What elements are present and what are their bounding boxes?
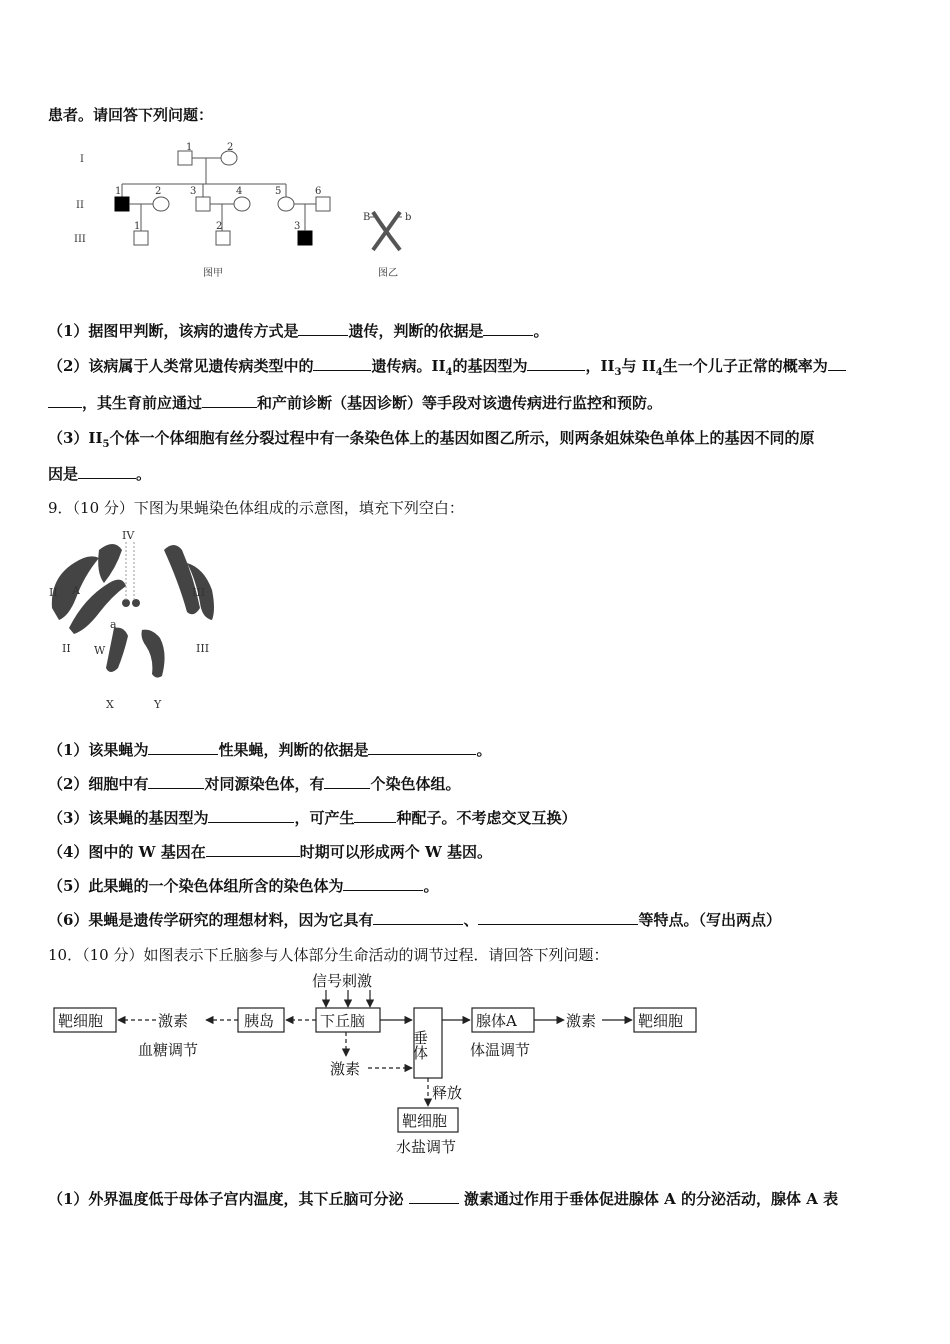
- q9-sub6: （6）果蝇是遗传学研究的理想材料，因为它具有 、 等特点。（写出两点）: [48, 911, 781, 929]
- label-body-temp: 体温调节: [470, 1041, 531, 1059]
- q9-blank-3b[interactable]: [354, 808, 396, 823]
- label-pituitary-1: 垂体: [411, 1030, 429, 1060]
- gen-label-1: I: [80, 154, 84, 165]
- svg-text:1: 1: [186, 142, 193, 153]
- svg-text:1: 1: [115, 186, 122, 197]
- gen3-affected-male-3: [298, 231, 312, 245]
- q10-heading: 10．（10 分）如图表示下丘脑参与人体部分生命活动的调节过程．请回答下列问题：: [48, 946, 609, 964]
- label-hormone-left: 激素: [158, 1012, 189, 1030]
- caption-fig-b: 图乙: [378, 268, 398, 279]
- label-gland-a: 腺体A: [476, 1012, 517, 1030]
- q8-blank-2c[interactable]: [828, 356, 846, 371]
- svg-text:3: 3: [190, 186, 197, 197]
- q9-blank-3a[interactable]: [208, 808, 294, 823]
- q9-blank-1a[interactable]: [148, 740, 218, 755]
- label-target-right: 靶细胞: [638, 1012, 684, 1030]
- label-hormone-right: 激素: [566, 1012, 597, 1030]
- gen1-female-2: [221, 151, 237, 165]
- gen-label-3: III: [74, 234, 86, 245]
- gen2-female-4: [234, 197, 250, 211]
- q9-sub5: （5）此果蝇的一个染色体组所含的染色体为 。: [48, 877, 439, 895]
- q8-sub1: （1）据图甲判断，该病的遗传方式是 遗传，判断的依据是 。: [48, 322, 549, 340]
- q9-blank-6a[interactable]: [373, 910, 463, 925]
- label-release: 释放: [432, 1084, 463, 1102]
- q8-blank-3[interactable]: [78, 464, 136, 479]
- chrom-X: [106, 628, 128, 672]
- svg-text:5: 5: [275, 186, 282, 197]
- q9-sub1: （1）该果蝇为 性果蝇，判断的依据是 。: [48, 741, 492, 759]
- gen2-male-6: [316, 197, 330, 211]
- label-a: a: [110, 618, 117, 631]
- q8-sub3: $(3)II_5$个体一个体细胞有丝分裂过程中有一条染色体上的基因如图乙所示，则两条姐妹染色单体上的基因不同的原: [48, 429, 815, 450]
- svg-text:2: 2: [216, 221, 223, 232]
- q8-blank-2b[interactable]: [527, 356, 585, 371]
- q9-blank-5[interactable]: [343, 876, 423, 891]
- q8-blank-2a[interactable]: [313, 356, 371, 371]
- q9-blank-6b[interactable]: [478, 910, 638, 925]
- q8-blank-1a[interactable]: [298, 321, 348, 336]
- chrom-II-upper: [98, 544, 122, 583]
- q9-blank-1b[interactable]: [368, 740, 476, 755]
- label-target-left: 靶细胞: [58, 1012, 104, 1030]
- q8-blank-1b[interactable]: [483, 321, 533, 336]
- allele-b: b: [405, 212, 412, 223]
- label-W: W: [94, 644, 106, 657]
- svg-text:2: 2: [227, 142, 234, 153]
- pedigree-figure: [70, 140, 430, 280]
- q9-blank-2a[interactable]: [148, 774, 204, 789]
- q8-sub3-cont: 因是 。: [48, 465, 152, 483]
- label-IV: IV: [122, 529, 135, 542]
- label-III-top: III: [192, 586, 206, 599]
- label-III-bottom: III: [196, 642, 210, 655]
- allele-B: B: [363, 212, 371, 223]
- gen2-female-2: [153, 197, 169, 211]
- label-hormone-mid: 激素: [330, 1060, 361, 1078]
- label-II-top: II: [49, 586, 58, 599]
- gen3-male-2: [216, 231, 230, 245]
- label-Y: Y: [154, 698, 162, 711]
- q9-sub2: （2）细胞中有 对同源染色体，有 个染色体组。: [48, 775, 461, 793]
- fly-chromosome-figure: [44, 528, 224, 713]
- svg-text:1: 1: [134, 221, 141, 232]
- gen2-male-3: [196, 197, 210, 211]
- q9-blank-4[interactable]: [206, 842, 300, 857]
- label-II-bottom: II: [62, 642, 71, 655]
- intro-text: 患者。请回答下列问题：: [48, 106, 214, 124]
- q9-sub4: （4）图中的 W 基因在 时期可以形成两个 W 基因。: [48, 843, 493, 861]
- label-target-bottom: 靶细胞: [402, 1112, 448, 1130]
- q9-sub3: （3）该果蝇的基因型为 ，可产生 种配子。不考虑交叉互换）: [48, 809, 577, 827]
- q10-sub1: （1）外界温度低于母体子宫内温度，其下丘脑可分泌 激素通过作用于垂体促进腺体 A 的分泌活动，腺体 A 表: [48, 1190, 839, 1208]
- gen-label-2: II: [76, 200, 84, 211]
- gen2-female-5: [278, 197, 294, 211]
- q8-sub2: （2）该病属于人类常见遗传病类型中的 遗传病。$II_4$的基因型为 ，$II_3$与 $II_4$生一个儿子正常的概率为: [48, 355, 846, 378]
- label-signal: 信号刺激: [312, 972, 373, 990]
- label-islet: 胰岛: [244, 1012, 275, 1030]
- q9-blank-2b[interactable]: [324, 774, 370, 789]
- regulation-diagram: [50, 968, 710, 1158]
- q8-blank-2d[interactable]: [202, 393, 257, 408]
- gen2-affected-male-1: [115, 197, 129, 211]
- q8-blank-2c-cont[interactable]: [48, 393, 82, 408]
- q10-blank-1[interactable]: [409, 1189, 459, 1204]
- chrom-Y: [142, 630, 165, 678]
- caption-fig-a: 图甲: [203, 268, 223, 279]
- label-A: A: [72, 584, 80, 597]
- label-hypothalamus: 下丘脑: [320, 1012, 366, 1030]
- chrom-IV-dot-1: [122, 599, 130, 607]
- q9-heading: 9．（10 分）下图为果蝇染色体组成的示意图，填充下列空白：: [48, 499, 464, 517]
- svg-text:4: 4: [236, 186, 243, 197]
- label-X: X: [106, 698, 114, 711]
- svg-text:6: 6: [315, 186, 322, 197]
- svg-text:3: 3: [294, 221, 301, 232]
- chrom-IV-dot-2: [132, 599, 140, 607]
- gen3-male-1: [134, 231, 148, 245]
- label-blood-sugar: 血糖调节: [138, 1041, 199, 1059]
- gen1-male-1: [178, 151, 192, 165]
- svg-text:2: 2: [155, 186, 162, 197]
- q8-sub2-cont: ，其生育前应通过 和产前诊断（基因诊断）等手段对该遗传病进行监控和预防。: [48, 392, 662, 413]
- label-water-salt: 水盐调节: [396, 1138, 457, 1156]
